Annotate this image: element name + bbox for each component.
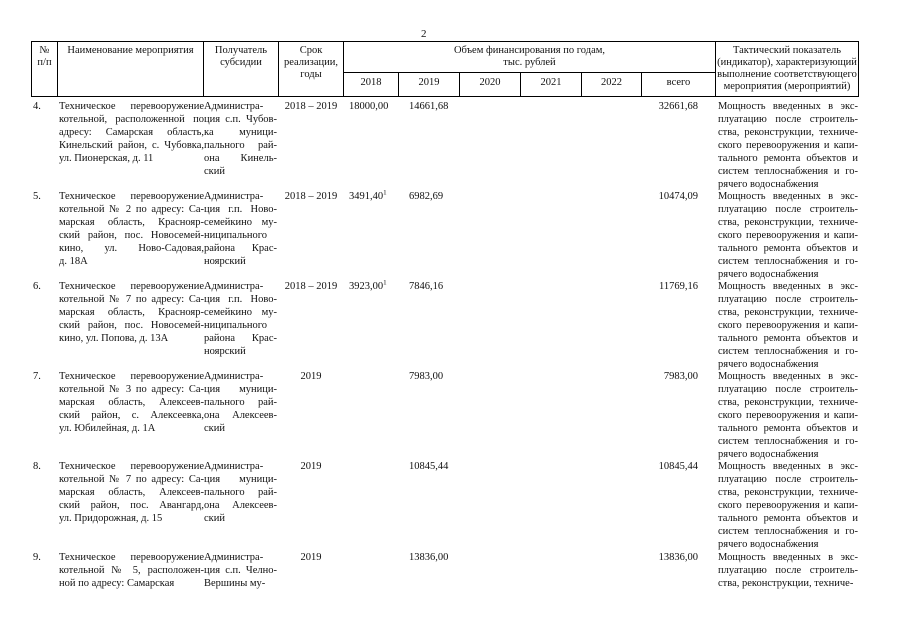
name-line: котельной № 3 по адресу: Са- <box>59 384 204 395</box>
event-name <box>59 460 204 525</box>
recipient-line: ция г.п. Ново- <box>204 294 277 305</box>
implementation-term <box>279 370 343 383</box>
indicator-line: Мощность введенных в экс- <box>718 461 858 472</box>
value-total-text: 7983,00 <box>663 371 698 382</box>
recipient-line: Администра- <box>204 101 264 112</box>
name-line: марская область, Алексеев- <box>59 397 204 408</box>
header-recipient-line2: субсидии <box>220 57 262 68</box>
header-year-2022 <box>582 77 641 89</box>
header-indicator-line2: (индикатор), характеризующий <box>717 57 857 68</box>
row-number <box>33 551 55 564</box>
recipient-line: Администра- <box>204 552 264 563</box>
header-year-2022-label: 2022 <box>601 77 622 88</box>
name-line: Техническое перевооружение <box>59 191 204 202</box>
value-2019 <box>399 190 469 203</box>
name-line: Техническое перевооружение <box>59 552 204 563</box>
term-text: 2019 <box>300 461 322 472</box>
recipient-line: ский <box>204 166 225 177</box>
recipient-line: района Крас- <box>204 243 277 254</box>
indicator-line: ства, реконструкции, техниче- <box>718 217 858 228</box>
name-line: ул. Придорожная, д. 15 <box>59 513 163 524</box>
value-total <box>642 370 698 383</box>
name-line: котельной № 5, расположен- <box>59 565 204 576</box>
header-num-line1: № <box>39 45 50 56</box>
indicator-line: плуатацию после строитель- <box>718 565 858 576</box>
name-line: котельной № 2 по адресу: Са- <box>59 204 204 215</box>
indicator-line: рячего водоснабжения <box>718 269 819 280</box>
event-name <box>59 280 204 345</box>
header-recipient-line1: Получатель <box>214 45 268 56</box>
value-total <box>642 551 698 564</box>
row-number-text: 6. <box>33 281 41 292</box>
name-line: кино, ул. Попова, д. 13А <box>59 333 169 344</box>
row-number <box>33 460 55 473</box>
name-line: ул. Пионерская, д. 11 <box>59 153 154 164</box>
indicator-line: плуатацию после строитель- <box>718 474 858 485</box>
name-line: марская область, Краснояр- <box>59 307 204 318</box>
name-line: ский район, с. Алексеевка, <box>59 410 204 421</box>
indicator-line: ского перевооружения и капи- <box>718 140 858 151</box>
footnote-marker: 1 <box>383 280 387 287</box>
term-text: 2018 – 2019 <box>284 101 338 112</box>
value-2019 <box>399 551 469 564</box>
value-2019-text: 14661,68 <box>409 101 449 112</box>
header-year-2021-label: 2021 <box>540 77 562 88</box>
name-line: ский район, пос. Новосемей- <box>59 230 204 241</box>
indicator-line: тального ремонта объектов и <box>718 333 858 344</box>
indicator-line: Мощность введенных в экс- <box>718 191 858 202</box>
term-text: 2019 <box>300 371 322 382</box>
recipient-line: семейкино му- <box>204 307 277 318</box>
recipient-line: она Алексеев- <box>204 500 277 511</box>
header-bottom-rule <box>31 96 858 97</box>
name-line: Техническое перевооружение <box>59 371 204 382</box>
indicator-line: Мощность введенных в экс- <box>718 281 858 292</box>
recipient-line: Администра- <box>204 461 264 472</box>
header-total-label: всего <box>666 77 691 88</box>
recipient-line: семейкино му- <box>204 217 277 228</box>
tactical-indicator <box>718 280 858 371</box>
implementation-term <box>279 100 343 113</box>
header-name-text: Наименование мероприятия <box>67 45 194 56</box>
recipient-line: пального рай- <box>204 397 277 408</box>
indicator-line: Мощность введенных в экс- <box>718 101 858 112</box>
indicator-line: Мощность введенных в экс- <box>718 371 858 382</box>
header-total <box>642 77 715 89</box>
value-total <box>642 280 698 293</box>
header-funding <box>344 45 715 69</box>
col-border-6 <box>858 41 859 97</box>
recipient-line: ка муници- <box>204 127 277 138</box>
event-name <box>59 100 204 165</box>
value-2019 <box>399 280 469 293</box>
indicator-line: ского перевооружения и капи- <box>718 410 858 421</box>
value-total-text: 11769,16 <box>659 281 698 292</box>
tactical-indicator <box>718 190 858 281</box>
indicator-line: ского перевооружения и капи- <box>718 230 858 241</box>
subsidy-recipient <box>204 280 277 358</box>
recipient-line: ский <box>204 423 225 434</box>
subsidy-recipient <box>204 460 277 525</box>
recipient-line: района Крас- <box>204 333 277 344</box>
recipient-line: ниципального <box>204 230 268 241</box>
value-total-text: 10474,09 <box>658 191 698 202</box>
indicator-line: рячего водоснабжения <box>718 179 819 190</box>
recipient-line: ноярский <box>204 346 246 357</box>
indicator-line: ства, реконструкции, техниче- <box>718 578 854 589</box>
indicator-line: систем теплоснабжения и го- <box>718 256 858 267</box>
row-number-text: 4. <box>33 101 41 112</box>
header-num <box>32 45 57 69</box>
value-2019-text: 7846,16 <box>409 281 444 292</box>
value-2019-text: 10845,44 <box>409 461 449 472</box>
header-year-2020-label: 2020 <box>479 77 501 88</box>
value-2019-text: 7983,00 <box>409 371 444 382</box>
header-year-2019-label: 2019 <box>418 77 440 88</box>
value-total-text: 10845,44 <box>658 461 698 472</box>
recipient-line: ский <box>204 513 225 524</box>
indicator-line: ства, реконструкции, техниче- <box>718 487 858 498</box>
name-line: марская область, Алексеев- <box>59 487 204 498</box>
recipient-line: Вершины му- <box>204 578 266 589</box>
value-2018-text: 18000,00 <box>349 101 389 112</box>
indicator-line: систем теплоснабжения и го- <box>718 436 858 447</box>
row-number-text: 8. <box>33 461 41 472</box>
indicator-line: плуатацию после строитель- <box>718 294 858 305</box>
indicator-line: ства, реконструкции, техниче- <box>718 127 858 138</box>
tactical-indicator <box>718 551 858 590</box>
row-number <box>33 370 55 383</box>
name-line: котельной, расположенной по <box>59 114 204 125</box>
indicator-line: ского перевооружения и капи- <box>718 320 858 331</box>
name-line: ул. Юбилейная, д. 1А <box>59 423 156 434</box>
header-term-line3: годы <box>300 69 322 80</box>
value-total <box>642 460 698 473</box>
header-term <box>279 45 343 81</box>
recipient-line: Администра- <box>204 191 264 202</box>
table-top-rule <box>31 41 858 42</box>
name-line: Кинельский район, с. Чубовка, <box>59 140 204 151</box>
indicator-line: систем теплоснабжения и го- <box>718 166 858 177</box>
indicator-line: рячего водоснабжения <box>718 359 819 370</box>
header-indicator-line1: Тактический показатель <box>732 45 842 56</box>
tactical-indicator <box>718 100 858 191</box>
tactical-indicator <box>718 460 858 551</box>
value-2019 <box>399 100 469 113</box>
name-line: Техническое перевооружение <box>59 281 204 292</box>
value-total <box>642 100 698 113</box>
indicator-line: систем теплоснабжения и го- <box>718 346 858 357</box>
value-2018 <box>344 100 403 113</box>
indicator-line: плуатацию после строитель- <box>718 114 858 125</box>
event-name <box>59 190 204 268</box>
header-recipient <box>204 45 278 69</box>
value-total-text: 13836,00 <box>658 552 698 563</box>
indicator-line: тального ремонта объектов и <box>718 243 858 254</box>
indicator-line: плуатацию после строитель- <box>718 384 858 395</box>
name-line: марская область, Краснояр- <box>59 217 204 228</box>
value-2018 <box>344 190 403 203</box>
indicator-line: ства, реконструкции, техниче- <box>718 307 858 318</box>
header-funding-line2: тыс. рублей <box>503 57 556 68</box>
recipient-line: ниципального <box>204 320 268 331</box>
subsidy-recipient <box>204 551 277 590</box>
header-indicator-line3: выполнение соответствующего <box>717 69 857 80</box>
recipient-line: Администра- <box>204 371 264 382</box>
name-line: кино, ул. Ново-Садовая, <box>59 243 204 254</box>
implementation-term <box>279 460 343 473</box>
row-number-text: 9. <box>33 552 41 563</box>
header-indicator <box>716 45 858 93</box>
name-line: Техническое перевооружение <box>59 101 204 112</box>
subsidy-recipient <box>204 190 277 268</box>
value-2018-text: 3923,00 <box>349 281 384 292</box>
subsidy-recipient <box>204 370 277 435</box>
header-year-2018-label: 2018 <box>360 77 382 88</box>
implementation-term <box>279 551 343 564</box>
implementation-term <box>279 280 343 293</box>
value-total <box>642 190 698 203</box>
name-line: котельной № 7 по адресу: Са- <box>59 294 204 305</box>
event-name <box>59 370 204 435</box>
recipient-line: она Кинель- <box>204 153 277 164</box>
indicator-line: рячего водоснабжения <box>718 449 819 460</box>
recipient-line: ция муници- <box>204 384 277 395</box>
recipient-line: пального рай- <box>204 140 277 151</box>
header-year-2019 <box>399 77 459 89</box>
header-num-line2: п/п <box>37 57 52 68</box>
header-funding-line1: Объем финансирования по годам, <box>453 45 606 56</box>
subsidy-recipient <box>204 100 277 178</box>
tactical-indicator <box>718 370 858 461</box>
recipient-line: она Алексеев- <box>204 410 277 421</box>
value-2018 <box>344 280 403 293</box>
page-number: 2 <box>421 28 427 40</box>
header-term-line1: Срок <box>299 45 323 56</box>
value-2018-text: 3491,40 <box>349 191 384 202</box>
recipient-line: ноярский <box>204 256 246 267</box>
header-term-line2: реализации, <box>284 57 338 68</box>
row-number <box>33 100 55 113</box>
name-line: ной по адресу: Самарская <box>59 578 175 589</box>
header-indicator-line4: мероприятия (мероприятий) <box>723 81 851 92</box>
recipient-line: пального рай- <box>204 487 277 498</box>
row-number <box>33 280 55 293</box>
recipient-line: Администра- <box>204 281 264 292</box>
name-line: Техническое перевооружение <box>59 461 204 472</box>
term-text: 2018 – 2019 <box>284 191 338 202</box>
indicator-line: тального ремонта объектов и <box>718 513 858 524</box>
header-year-2018 <box>344 77 398 89</box>
indicator-line: ского перевооружения и капи- <box>718 500 858 511</box>
header-name <box>58 45 203 57</box>
indicator-line: ства, реконструкции, техниче- <box>718 397 858 408</box>
recipient-line: ция с.п. Чубов- <box>204 114 277 125</box>
term-text: 2018 – 2019 <box>284 281 338 292</box>
value-2019 <box>399 370 469 383</box>
indicator-line: тального ремонта объектов и <box>718 153 858 164</box>
value-2019-text: 6982,69 <box>409 191 444 202</box>
indicator-line: систем теплоснабжения и го- <box>718 526 858 537</box>
indicator-line: рячего водоснабжения <box>718 539 819 550</box>
row-number-text: 5. <box>33 191 41 202</box>
recipient-line: ция муници- <box>204 474 277 485</box>
name-line: адресу: Самарская область, <box>59 127 204 138</box>
header-year-2020 <box>460 77 520 89</box>
recipient-line: ция с.п. Челно- <box>204 565 277 576</box>
event-name <box>59 551 204 590</box>
header-year-2021 <box>521 77 581 89</box>
name-line: д. 18А <box>59 256 88 267</box>
indicator-line: Мощность введенных в экс- <box>718 552 858 563</box>
implementation-term <box>279 190 343 203</box>
name-line: ский район, пос. Авангард, <box>59 500 204 511</box>
value-total-text: 32661,68 <box>658 101 698 112</box>
row-number-text: 7. <box>33 371 41 382</box>
term-text: 2019 <box>300 552 322 563</box>
recipient-line: ция г.п. Ново- <box>204 204 277 215</box>
row-number <box>33 190 55 203</box>
value-2019 <box>399 460 469 473</box>
name-line: ский район, пос. Новосемей- <box>59 320 204 331</box>
name-line: котельной № 7 по адресу: Са- <box>59 474 204 485</box>
footnote-marker: 1 <box>383 190 387 197</box>
indicator-line: плуатацию после строитель- <box>718 204 858 215</box>
indicator-line: тального ремонта объектов и <box>718 423 858 434</box>
value-2019-text: 13836,00 <box>409 552 449 563</box>
